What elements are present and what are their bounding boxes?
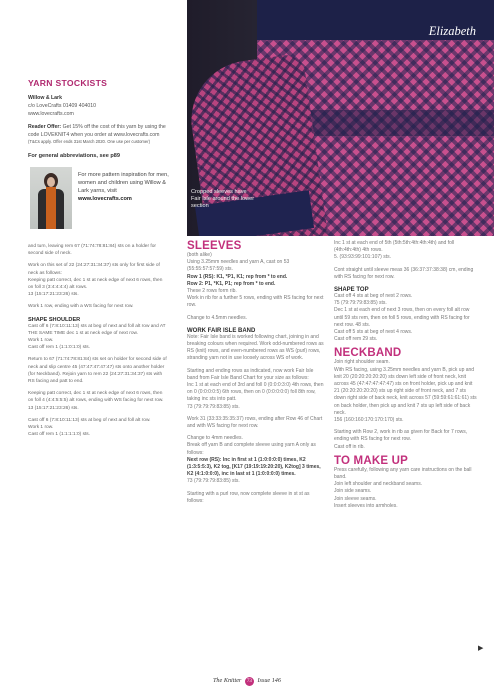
sleeves-para-3: Work in rib for a further 5 rows, ending with RS facing for next row. [187, 295, 324, 309]
left-para-10: Keeping patt correct, dec 1 st at neck edge of next 6 rows, then on foll 4 (4:4:5:5:5) alt rows, ending with WS facing for next row. [28, 391, 164, 404]
sleeves-row-2: Row 2: P1, *K1, P1; rep from * to end. [187, 280, 276, 287]
right-para-1: Inc 1 st at each end of 5th (5th:5th:4th:4th:4th) and foll (4th:4th:4th) 4th rows. [334, 240, 455, 254]
sleeves-para-13: 73 (79:79:79:83:85) sts. [187, 478, 240, 485]
left-para-12: Cast off 6 (7:8:10:11:13) sts at beg of next and foll alt row. [28, 417, 151, 423]
right-para-13: Cast off in rib. [334, 443, 365, 450]
sleeves-para-12: Next row (RS): Inc in first st 1 (1:0:0:0:0) times, K2 (1:3:5:5:3), K2 tog, [K17 (19:19:19:20:20), K2tog] 3 times, K2 (4:1:0:0:0), inc in last st 1 (1:0:0:0:0) times. [187, 456, 321, 478]
stockist-website[interactable]: www.lovecrafts.com [28, 111, 74, 118]
right-para-5: 75 (79:79:79:83:85) sts. [334, 300, 387, 307]
left-para-6: Cast off 6 (7:8:10:11:13) sts at beg of next and foll alt row and AT THE SAME TIME dec 1 st at neck edge of next row. [28, 323, 166, 336]
stockist-name: Willow & Lark [28, 95, 62, 101]
reader-offer-terms: (T&Cs apply. Offer ends 31st March 2020. One use per customer) [28, 139, 151, 145]
right-para-11: 156 (160:160:170:170:170) sts. [334, 417, 404, 424]
sleeves-para-10: Change to 4mm needles. [187, 435, 243, 442]
sleeves-para-5: Note: Fair Isle band is worked following chart, joining in and breaking colours when required. Work odd-numbered rows as RS (knit) rows, and even-numbered rows as WS (purl) rows, stranding yarn not in use loosely across WS of work. [187, 333, 324, 362]
sleeves-para-9: Work 31 (33:33:35:35:37) rows, ending after Row 46 of Chart and with WS facing for next row. [187, 415, 323, 430]
left-para-4: 13 (15:17:21:23:26) sts. [28, 292, 79, 298]
sleeves-para-1: Using 3.25mm needles and yarn A, cast on 53 (55:55:57:57:59) sts. [187, 259, 290, 273]
left-para-14: Cast off rem 1 (1:1:1:1:0) sts. [28, 432, 91, 438]
magazine-name: The Knitter [212, 677, 242, 684]
right-para-16: Join side seams. [334, 488, 372, 495]
sleeves-para-2: These 2 rows form rib. [187, 288, 237, 295]
make-up-heading: TO MAKE UP [334, 454, 408, 467]
reader-offer [28, 123, 168, 139]
sleeves-row-1: Row 1 (RS): K1, *P1, K1; rep from * to end. [187, 273, 288, 280]
right-para-2: 5. (93:93:99:101:107) sts. [334, 254, 391, 261]
right-para-9: Join right shoulder seam. [334, 359, 390, 366]
right-para-6: Dec 1 st at each end of next 3 rows, then on every foll alt row until 59 sts rem, then on foll 5 rows, ending with RS facing for next row. 48 sts. [334, 307, 470, 328]
right-para-7: Cast off 5 sts at beg of next 4 rows. [334, 329, 413, 336]
right-para-12: Starting with Row 2, work in rib as given for Back for 7 rows, ending with RS facing for next row. [334, 429, 468, 443]
left-para-9: Return to 67 (71:74:78:81:84) sts set on holder for second side of neck and slip centre 45 (47:47:47:47:47) sts onto another holder (for Neckband). Rejoin yarn to rem 22 (24:27:31:34:37) sts with RS facing and patt to end. [28, 357, 167, 385]
left-para-8: Cast off rem 1 (1:1:0:1:0) sts. [28, 345, 91, 351]
right-para-10: With RS facing, using 3.25mm needles and yarn B, pick up and knit 20 (20:20:20:20:20) sts down left side of front neck, knit across 45 (47:47:47:47:47) sts on front holder, pick up and knit 21 (20:20:20:20:20) sts up right side of front neck, and 7 sts down right side of back neck, knit across 57 (59:59:61:61:61) sts on back holder, then pick up and knit 7 sts up left side of back neck. [334, 366, 477, 416]
abbreviations-note: For general abbreviations, see p89 [28, 153, 121, 160]
right-para-18: Insert sleeves into armholes. [334, 502, 398, 509]
advert-photo [30, 167, 72, 229]
right-para-15: Join left shoulder and neckband seams. [334, 481, 423, 488]
left-para-5: Work 1 row, ending with a WS facing for next row. [28, 304, 134, 310]
page-footer [0, 677, 494, 686]
right-para-17: Join sleeve seams. [334, 495, 377, 502]
left-para-1: and turn, leaving rem 67 (71:74:78:81:84) sts on a holder for second side of neck. [28, 244, 156, 257]
middle-column [187, 240, 325, 505]
reader-offer-label: Reader Offer: [28, 123, 62, 130]
stockist-contact: c/o LoveCrafts 01409 404010 [28, 103, 97, 110]
right-para-3: Cont straight until sleeve meas 36 (36:37:37:38:38) cm, ending with RS facing for next row. [334, 266, 474, 280]
page-number: 73 [246, 679, 252, 684]
yarn-stockists-heading: YARN STOCKISTS [28, 78, 108, 88]
photo-caption: Cropped sleeves have Fair Isle around the lower section [191, 189, 255, 210]
sleeves-sub: (both alike) [187, 252, 212, 258]
left-para-3: Keeping patt correct, dec 1 st at neck edge of next 6 rows, then on foll 3 (3:4:4:4:4) alt rows. [28, 277, 163, 291]
pattern-title: Elizabeth [428, 24, 476, 38]
neckband-heading: NECKBAND [334, 347, 402, 360]
advert-box [28, 167, 168, 243]
fair-isle-heading: WORK FAIR ISLE BAND [187, 327, 256, 334]
left-para-7: Work 1 row. [28, 338, 54, 344]
advert-link[interactable]: www.lovecrafts.com [78, 196, 132, 203]
advert-copy: For more pattern inspiration for men, women and children using Willow & Lark yarns, visit [78, 172, 169, 195]
sleeves-para-4: Change to 4.5mm needles. [187, 314, 248, 321]
sleeves-para-14: Starting with a purl row, now complete sleeve in st st as follows: [187, 490, 310, 504]
sleeves-para-11: Break off yarn B and complete sleeve using yarn A only as follows: [187, 442, 316, 456]
left-para-11: 13 (15:17:21:23:26) sts. [28, 405, 79, 411]
left-para-2: Work on this set of 22 (24:27:31:34:37) sts only for first side of neck as follows: [28, 263, 160, 276]
sleeves-heading: SLEEVES [187, 240, 242, 252]
right-para-14: Press carefully, following any yarn care instructions on the ball band. [334, 466, 472, 481]
shape-top-heading: SHAPE TOP [334, 287, 369, 294]
advert-text [78, 171, 170, 203]
next-page-arrow-icon[interactable]: ▶ [478, 645, 484, 652]
right-para-4: Cast off 4 sts at beg of next 2 rows. [334, 293, 413, 300]
left-column [28, 78, 168, 438]
sleeves-para-7: Inc 1 st at each end of 3rd and foll 0 (0:0:0:3:0) 4th rows, then on 0 (0:0:0:0:5) 6th rows, then on 0 (0:0:0:0:0) foll 8th row, taking inc sts into patt. [187, 382, 324, 403]
reader-offer-text: Get 15% off the cost of this yarn by using the code LOVEKNIT4 when you order at www.lovecrafts.com [28, 123, 166, 138]
shape-shoulder-heading: SHAPE SHOULDER [28, 316, 81, 323]
sleeves-para-8: 73 (79:79:79:83:85) sts. [187, 403, 240, 410]
sleeves-para-6: Starting and ending rows as indicated, now work Fair Isle band from Fair Isle Band Chart for your size as follows: [187, 367, 314, 381]
left-para-13: Work 1 row. [28, 425, 54, 431]
right-column [334, 240, 479, 510]
right-para-8: Cast off rem 29 sts. [334, 336, 378, 343]
issue-number: Issue 146 [257, 677, 281, 684]
